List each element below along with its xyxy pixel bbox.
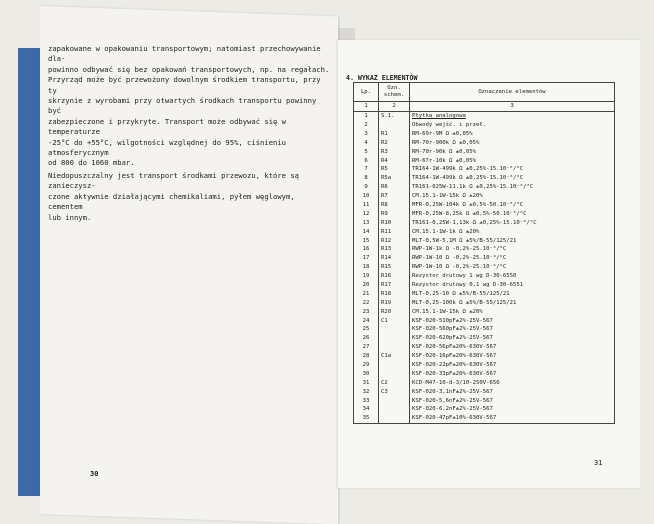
cell-opis: MLT-0,5W-5,1M Ω ±5%/B-55/125/21 xyxy=(410,236,615,245)
cell-ozn: C2 xyxy=(379,379,410,388)
cell-opis: KSF-020-56pF±20%-630V-567 xyxy=(410,343,615,352)
cell-lp: 27 xyxy=(354,343,379,352)
table-row xyxy=(354,352,615,361)
cell-lp: 15 xyxy=(354,236,379,245)
cell-ozn: R18 xyxy=(379,290,410,299)
cell-lp: 13 xyxy=(354,219,379,228)
cell-opis: KSF-020-510pF±2%-25V-567 xyxy=(410,316,615,325)
table-row xyxy=(354,414,615,423)
table-row xyxy=(354,245,615,254)
table-row xyxy=(354,165,615,174)
table-row xyxy=(354,219,615,228)
cell-ozn: R16 xyxy=(379,272,410,281)
cell-lp: 1 xyxy=(354,111,379,120)
cell-ozn: R9 xyxy=(379,210,410,219)
table-row xyxy=(354,254,615,263)
cell-ozn xyxy=(379,370,410,379)
cell-ozn: C1 xyxy=(379,316,410,325)
cell-opis: KSF-020-620pF±2%-25V-567 xyxy=(410,334,615,343)
cell-lp: 5 xyxy=(354,147,379,156)
table-row xyxy=(354,156,615,165)
cell-opis: MLT-0,25-100k Ω ±5%/B-55/125/21 xyxy=(410,299,615,308)
table-row xyxy=(354,290,615,299)
cell-ozn xyxy=(379,396,410,405)
cell-ozn: R11 xyxy=(379,227,410,236)
header-lp: Lp. xyxy=(354,83,379,102)
cell-opis: KCD-M47-10-d-3/10-250V-656 xyxy=(410,379,615,388)
cell-ozn: C1a xyxy=(379,352,410,361)
page-number-right: 31 xyxy=(594,459,603,467)
cell-ozn xyxy=(379,343,410,352)
table-row xyxy=(354,139,615,148)
cell-lp: 14 xyxy=(354,227,379,236)
cell-lp: 11 xyxy=(354,201,379,210)
cell-opis: Rezystor drutowy 0,1 wg D-30-6551 xyxy=(410,281,615,290)
header-num-2: 2 xyxy=(379,102,410,112)
table-row xyxy=(354,192,615,201)
table-row xyxy=(354,281,615,290)
table-row xyxy=(354,334,615,343)
cell-opis: RWP-1W-1k Ω -0,2%-25.10⁻⁶/°C xyxy=(410,245,615,254)
table-row xyxy=(354,307,615,316)
cell-opis: Płytka analogowa xyxy=(410,111,615,120)
header-oznaczenie: Oznaczenie elementów xyxy=(410,83,615,102)
cell-opis: Rezystor drutowy 1 wg D-30-6550 xyxy=(410,272,615,281)
table-row xyxy=(354,183,615,192)
cell-lp: 34 xyxy=(354,405,379,414)
cell-opis: TR161-025W-11.1k Ω ±0,25%-15.10⁻⁶/°C xyxy=(410,183,615,192)
cell-lp: 6 xyxy=(354,156,379,165)
cell-lp: 26 xyxy=(354,334,379,343)
cell-opis: KSF-020-5,6nF±2%-25V-567 xyxy=(410,396,615,405)
table-row xyxy=(354,370,615,379)
cell-opis: KSF-020-3,1nF±2%-25V-567 xyxy=(410,388,615,397)
cell-opis: MLT-0,25-10 Ω ±5%/B-55/125/21 xyxy=(410,290,615,299)
header-num-3: 3 xyxy=(410,102,615,112)
cell-opis: RM-70r-90k Ω ±0,05% xyxy=(410,147,615,156)
cell-lp: 32 xyxy=(354,388,379,397)
cell-lp: 30 xyxy=(354,370,379,379)
cell-lp: 25 xyxy=(354,325,379,334)
cell-ozn: S.1. xyxy=(379,111,410,120)
table-row xyxy=(354,396,615,405)
cell-ozn: C3 xyxy=(379,388,410,397)
table-row xyxy=(354,405,615,414)
table-row xyxy=(354,263,615,272)
cell-opis: KSF-020-6,2nF±2%-25V-567 xyxy=(410,405,615,414)
cell-ozn: R20 xyxy=(379,307,410,316)
elements-table xyxy=(353,82,615,424)
cell-opis: KSF-020-47pF±10%-630V-567 xyxy=(410,414,615,423)
cell-ozn: R4 xyxy=(379,156,410,165)
cell-opis: CM.15.1-1W-15k Ω ±20% xyxy=(410,192,615,201)
cell-ozn: R13 xyxy=(379,245,410,254)
cell-opis: CM.15.1-1W-15k Ω ±20% xyxy=(410,307,615,316)
cell-ozn: R2 xyxy=(379,139,410,148)
table-body xyxy=(354,111,615,423)
cell-ozn xyxy=(379,405,410,414)
left-page-text xyxy=(48,44,333,225)
cell-opis: KSF-020-560pF±2%-25V-567 xyxy=(410,325,615,334)
cell-lp: 35 xyxy=(354,414,379,423)
cell-opis: TR164-1W-499k Ω ±0,25%-15.10⁻⁶/°C xyxy=(410,174,615,183)
table-row xyxy=(354,388,615,397)
cell-lp: 3 xyxy=(354,130,379,139)
cell-ozn xyxy=(379,414,410,423)
cell-lp: 28 xyxy=(354,352,379,361)
cell-lp: 8 xyxy=(354,174,379,183)
cell-lp: 7 xyxy=(354,165,379,174)
cell-lp: 29 xyxy=(354,361,379,370)
table-row xyxy=(354,147,615,156)
cell-opis: RM-70r-900k Ω ±0,05% xyxy=(410,139,615,148)
cell-ozn: R10 xyxy=(379,219,410,228)
cell-lp: 4 xyxy=(354,139,379,148)
paragraph-transport-restriction: Niedopuszczalny jest transport środkami przewozu, które są zanieczysz- czone aktywnie działającymi chemikaliami, pyłem węglowym, cementem lub innym. xyxy=(48,170,299,222)
cell-ozn: R8 xyxy=(379,201,410,210)
cell-ozn: R5 xyxy=(379,165,410,174)
cell-lp: 33 xyxy=(354,396,379,405)
cell-opis: KSF-020-22pF±20%-630V-567 xyxy=(410,361,615,370)
section-heading: 4. WYKAZ ELEMENTÓW xyxy=(346,74,418,82)
cell-opis: RWP-1W-10 Ω -0,2%-25.10⁻⁶/°C xyxy=(410,254,615,263)
cell-ozn xyxy=(379,325,410,334)
cell-opis: RM-67r-10k Ω ±0,05% xyxy=(410,156,615,165)
table-row xyxy=(354,379,615,388)
table-row xyxy=(354,361,615,370)
cell-lp: 12 xyxy=(354,210,379,219)
cell-opis: Obwody wejść. i przeł. xyxy=(410,121,615,130)
table-row xyxy=(354,111,615,120)
cell-ozn: R6 xyxy=(379,183,410,192)
table-row xyxy=(354,210,615,219)
table-row xyxy=(354,343,615,352)
cell-opis: MFR-0,25W-104k Ω ±0,5%-50.10⁻⁶/°C xyxy=(410,201,615,210)
header-num-1: 1 xyxy=(354,102,379,112)
table-row xyxy=(354,174,615,183)
cell-opis: MFR-0,25W-8,25k Ω ±0,5%-50.10⁻⁶/°C xyxy=(410,210,615,219)
table-row xyxy=(354,201,615,210)
table-row xyxy=(354,325,615,334)
cell-lp: 17 xyxy=(354,254,379,263)
cell-ozn: R3 xyxy=(379,147,410,156)
cell-lp: 18 xyxy=(354,263,379,272)
cell-ozn: R17 xyxy=(379,281,410,290)
page-number-left: 30 xyxy=(90,470,99,478)
cell-opis: KSF-020-16pF±20%-630V-567 xyxy=(410,352,615,361)
cell-lp: 10 xyxy=(354,192,379,201)
cell-ozn: R15 xyxy=(379,263,410,272)
cell-opis: KSF-020-33pF±20%-630V-567 xyxy=(410,370,615,379)
table-row xyxy=(354,316,615,325)
cell-lp: 31 xyxy=(354,379,379,388)
table-row xyxy=(354,236,615,245)
table-row xyxy=(354,299,615,308)
table-row xyxy=(354,130,615,139)
cell-lp: 2 xyxy=(354,121,379,130)
cell-opis: TR164-1W-499k Ω ±0,25%-15.10⁻⁶/°C xyxy=(410,165,615,174)
cell-lp: 21 xyxy=(354,290,379,299)
cell-opis: TR161-0,25W-1,13k Ω ±0,25%-15.10⁻⁶/°C xyxy=(410,219,615,228)
cell-ozn xyxy=(379,334,410,343)
cell-ozn: R1 xyxy=(379,130,410,139)
cell-ozn: R19 xyxy=(379,299,410,308)
cell-lp: 24 xyxy=(354,316,379,325)
cell-lp: 19 xyxy=(354,272,379,281)
cell-ozn xyxy=(379,361,410,370)
cell-ozn: R12 xyxy=(379,236,410,245)
table-row xyxy=(354,227,615,236)
cell-ozn xyxy=(379,121,410,130)
cell-lp: 23 xyxy=(354,307,379,316)
cell-opis: RWP-1W-10 Ω -0,2%-25.10⁻⁶/°C xyxy=(410,263,615,272)
cell-ozn: R7 xyxy=(379,192,410,201)
cell-opis: CM.15.1-1W-1k Ω ±20% xyxy=(410,227,615,236)
table-row xyxy=(354,272,615,281)
table-row xyxy=(354,121,615,130)
cell-lp: 9 xyxy=(354,183,379,192)
paragraph-storage-transport: zapakowane w opakowaniu transportowym; natomiast przechowywanie dla- powinno odbywać się bez opakowań transportowych, np. na regałach. Przyrząd może być przewożony dowolnym środkiem transportu, przy ty skrzynie z wyrobami przy otwartych środkach transportu powinny być zabezpieczone i przykryte. Transport może odbywać się w temperaturze -25°C do +55°C, wilgotności względnej do 95%, ciśnieniu atmosferycznym od 800 do 1060 mbar. xyxy=(48,44,330,168)
cell-lp: 22 xyxy=(354,299,379,308)
cell-ozn: R5a xyxy=(379,174,410,183)
cell-opis: RM-69r-9M Ω ±0,05% xyxy=(410,130,615,139)
cell-lp: 20 xyxy=(354,281,379,290)
cell-ozn: R14 xyxy=(379,254,410,263)
cell-lp: 16 xyxy=(354,245,379,254)
header-ozn: Ozn. schem. xyxy=(379,83,410,102)
